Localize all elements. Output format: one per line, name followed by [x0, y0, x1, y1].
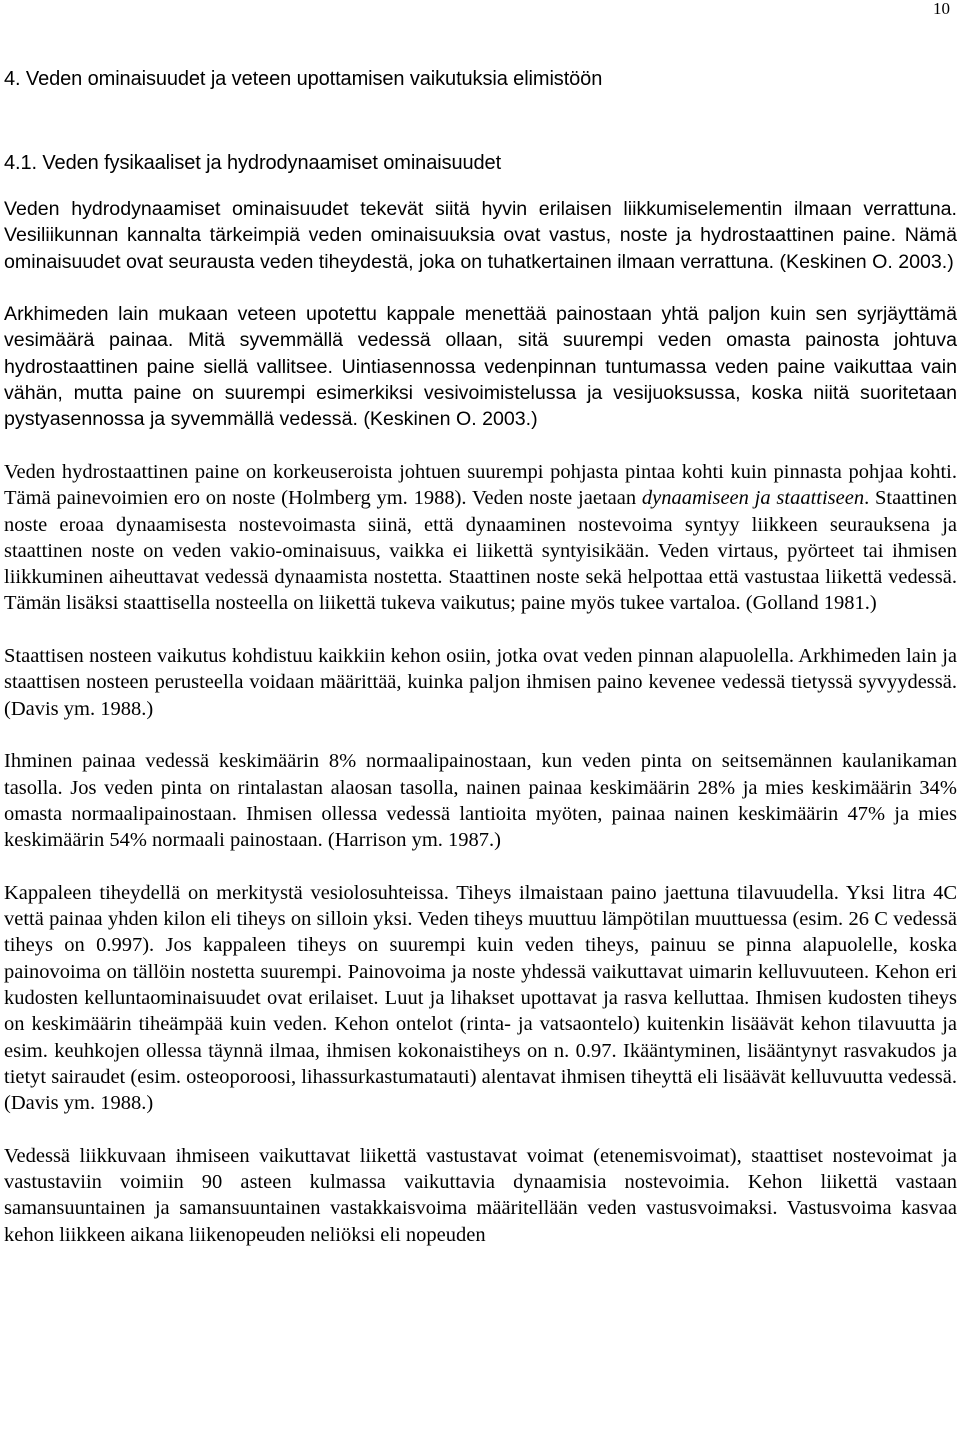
paragraph-3-text-end: . Staattinen noste eroaa dynaamisesta nostevoimasta siinä, että dynaaminen nostevoima syntyy liikkeen seurauksena ja staattinen noste on veden vakio-ominaisuus, vaikka ei liikettä syntyisikään. Veden virtaus, pyörteet tai ihmisen liikkuminen aiheuttavat vedessä dynaamista nostetta. Staattinen noste sekä helpottaa että vastustaa liikettä vedessä. Tämän lisäksi staattisella nosteella on liikettä tukeva vaikutus; paine myös tukee vartaloa. (Golland 1981.) — [4, 487, 958, 615]
paragraph-1-text: Veden hydrodynaamiset ominaisuudet tekevät siitä hyvin erilaisen liikkumiselementin ilmaan verrattuna. Vesiliikunnan kannalta tärkeimpiä veden ominaisuuksia ovat vastus, noste ja hydrostaattinen paine. Nämä ominaisuudet ovat seurausta veden tiheydestä, joka on tuhatkertainen ilmaan verrattuna. (Keskinen O. 2003.) — [4, 198, 957, 273]
paragraph-5-text: Ihminen painaa vedessä keskimäärin 8% normaalipainostaan, kun veden pinta on seitsemännen kaulanikaman tasolla. Jos veden pinta on rintalastan alaosan tasolla, nainen painaa keskimäärin 28% ja mies keskimäärin 34% omasta normaalipainostaan. Ihmisen ollessa vedessä lantioita myöten, painaa nainen keskimäärin 47% ja mies keskimäärin 54% normaali painostaan. (Harrison ym. 1987.) — [4, 750, 957, 852]
paragraph-7 — [4, 1143, 957, 1248]
document-body — [4, 66, 957, 1248]
section-heading: 4.1. Veden fysikaaliset ja hydrodynaamiset ominaisuudet — [4, 152, 502, 174]
paragraph-3-text-start: Veden hydrostaattinen paine on korkeuseroista johtuen suurempi pohjasta pintaa kohti kuin pinnasta pohjaa kohti. Tämä painevoimien ero on noste (Holmberg ym. 1988). Veden noste jaetaan — [4, 460, 957, 510]
paragraph-2-text: Arkhimeden lain mukaan veteen upotettu kappale menettää painostaan yhtä paljon kuin sen syrjäyttämä vesimäärä painaa. Mitä syvemmällä vedessä ollaan, sitä suurempi veden omasta painosta johtuva hydrostaattinen paine siellä vallitsee. Uintiasennossa vedenpinnan tuntumassa veden paine vaikuttaa vain vähän, mutta paine on suurempi esimerkiksi vesivoimistelussa ja vesijuoksussa, koska niitä suoritetaan pystyasennossa ja syvemmällä vedessä. (Keskinen O. 2003.) — [4, 303, 957, 431]
paragraph-4-text: Staattisen nosteen vaikutus kohdistuu kaikkiin kehon osiin, jotka ovat veden pinnan alapuolella. Arkhimeden lain ja staattisen nosteen perusteella voidaan määrittää, kuinka paljon ihmisen paino kevenee vedessä tietyssä syvyydessä. (Davis ym. 1988.) — [4, 645, 957, 720]
paragraph-3 — [4, 459, 957, 617]
paragraph-4 — [4, 643, 957, 722]
paragraph-1 — [4, 196, 957, 275]
paragraph-5 — [4, 748, 957, 853]
paragraph-3-emphasis: dynaamiseen ja staattiseen — [641, 487, 865, 510]
paragraph-6-text: Kappaleen tiheydellä on merkitystä vesiolosuhteissa. Tiheys ilmaistaan paino jaettuna tilavuudella. Yksi litra 4C vettä painaa yhden kilon eli tiheys on silloin yksi. Veden tiheys muuttuu lämpötilan muuttuessa (esim. 26 C vedessä tiheys on 0.997). Jos kappaleen tiheys on suurempi kuin veden tiheys, painuu se pinna alapuolelle, koska painovoima on tällöin nostetta suurempi. Painovoima ja noste yhdessä vaikuttavat uimarin kelluvuuteen. Kehon eri kudosten kelluntaominaisuudet ovat erilaiset. Luut ja lihakset upottavat ja rasva kelluttaa. Ihmisen kudosten tiheys on keskimäärin tiheämpää kuin veden. Kehon ontelot (rinta- ja vatsaontelo) kuitenkin lisäävät kehon tilavuutta ja esim. keuhkojen ollessa täynnä ilmaa, ihmisen kokonaistiheys on n. 0.97. Ikääntyminen, lisääntynyt rasvakudos ja tietyt sairaudet (esim. osteoporoosi, lihassurkastumatauti) alentavat ihmisen tiheyttä eli lisäävät kelluvuutta vedessä. (Davis ym. 1988.) — [4, 881, 957, 1115]
page-number: 10 — [933, 0, 950, 18]
paragraph-6 — [4, 880, 957, 1117]
paragraph-7-text: Vedessä liikkuvaan ihmiseen vaikuttavat liikettä vastustavat voimat (etenemisvoimat), staattiset nostevoimat ja vastustaviin voimiin 90 asteen kulmassa vaikuttavia dynaamisia nostevoimia. Kehon liikettä vastaan samansuuntainen ja samansuuntainen vastakkaisvoima määritellään veden vastusvoimaksi. Vastusvoima kasvaa kehon liikkeen aikana liikenopeuden neliöksi eli nopeuden — [4, 1144, 957, 1246]
paragraph-2 — [4, 301, 957, 432]
chapter-heading: 4. Veden ominaisuudet ja veteen upottamisen vaikutuksia elimistöön — [4, 68, 603, 90]
